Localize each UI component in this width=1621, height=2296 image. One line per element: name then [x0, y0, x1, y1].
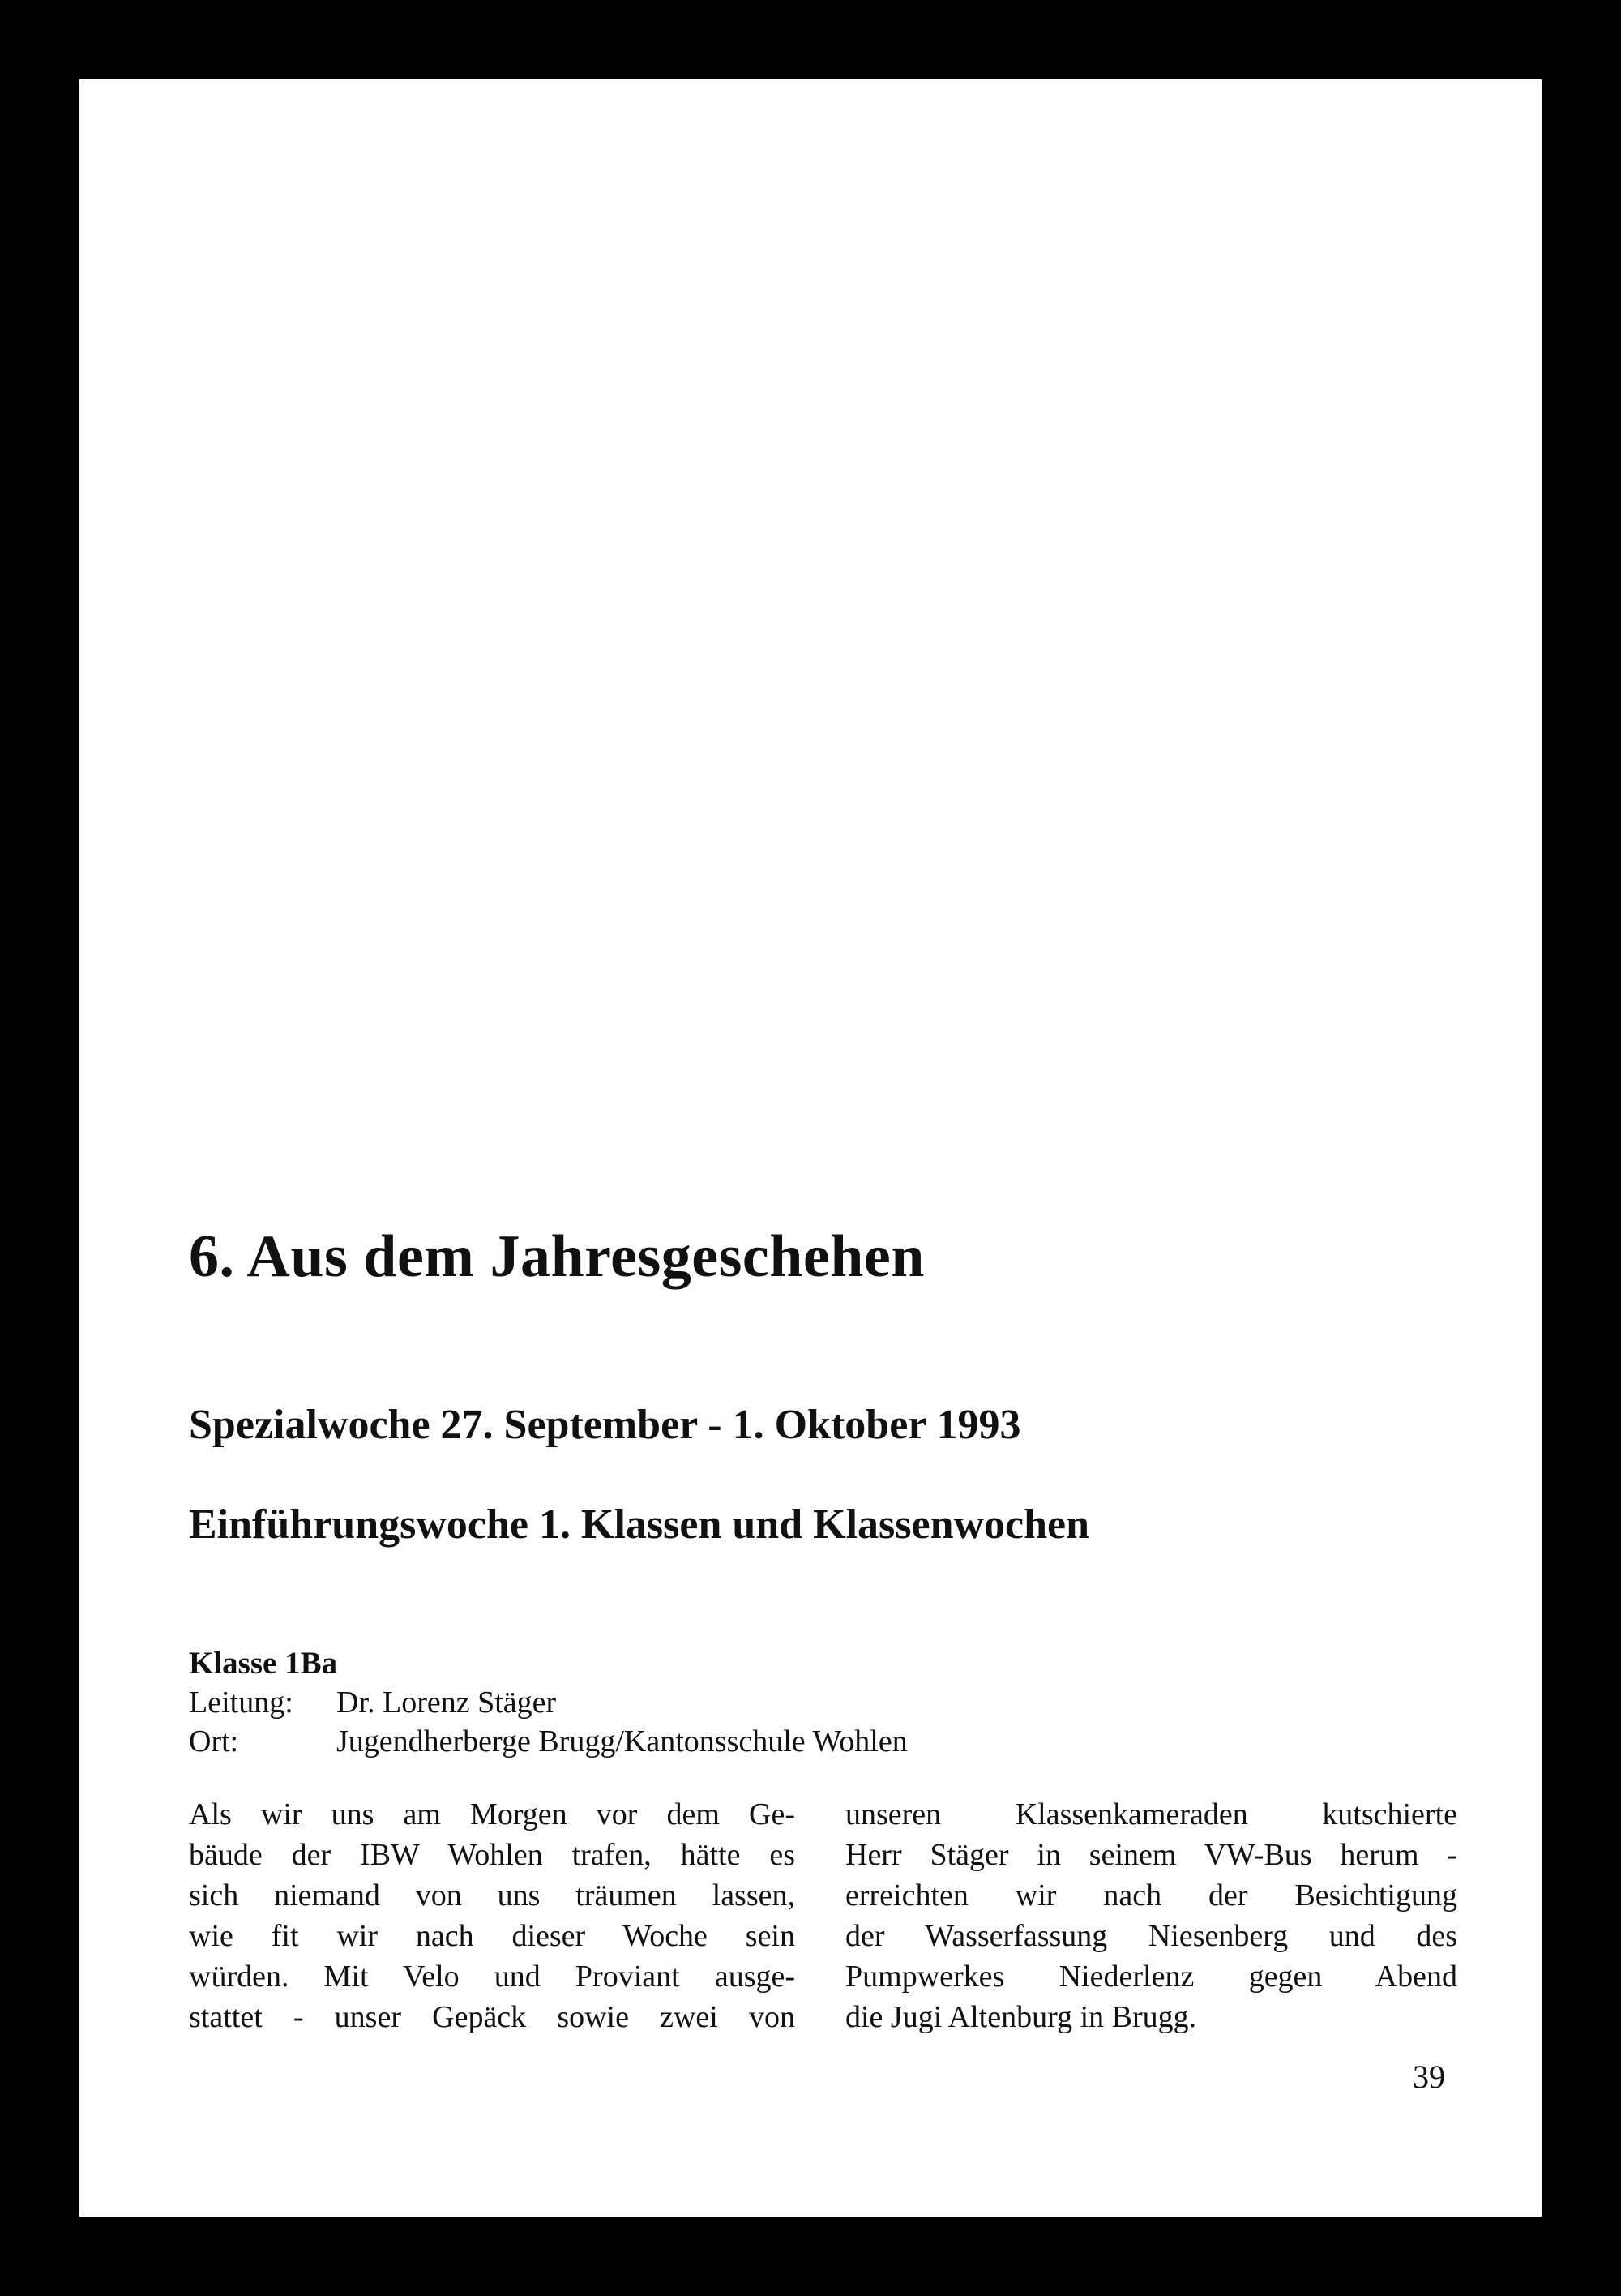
page-number: 39	[1413, 2058, 1445, 2095]
document-page	[79, 79, 1542, 2217]
body-line: Pumpwerkes Niederlenz gegen Abend	[845, 1960, 1457, 1994]
body-column-right	[845, 1794, 1457, 2037]
place-row	[189, 1722, 908, 1761]
body-line: die Jugi Altenburg in Brugg.	[845, 2000, 1197, 2034]
class-info	[189, 1644, 908, 1761]
body-line: Herr Stäger in seinem VW-Bus herum -	[845, 1838, 1457, 1872]
body-line: würden. Mit Velo und Proviant ausge-	[189, 1960, 795, 1994]
body-line: stattet - unser Gepäck sowie zwei von	[189, 2000, 795, 2034]
body-line: der Wasserfassung Niesenberg und des	[845, 1919, 1457, 1953]
leader-label: Leitung:	[189, 1686, 293, 1720]
class-name: Klasse 1Ba	[189, 1646, 338, 1681]
body-line: bäude der IBW Wohlen trafen, hätte es	[189, 1838, 795, 1872]
leader-row	[189, 1683, 908, 1722]
leader-value: Dr. Lorenz Stäger	[336, 1686, 557, 1720]
place-value: Jugendherberge Brugg/Kantonsschule Wohlen	[336, 1724, 908, 1758]
special-week-heading: Spezialwoche 27. September - 1. Oktober 1993	[189, 1402, 1021, 1448]
body-line: Als wir uns am Morgen vor dem Ge-	[189, 1797, 795, 1831]
body-line: erreichten wir nach der Besichtigung	[845, 1878, 1457, 1913]
body-line: wie fit wir nach dieser Woche sein	[189, 1919, 795, 1953]
intro-week-heading: Einführungswoche 1. Klassen und Klassenwochen	[189, 1501, 1090, 1548]
place-label: Ort:	[189, 1724, 239, 1758]
chapter-title: 6. Aus dem Jahresgeschehen	[189, 1223, 925, 1290]
body-column-left	[189, 1794, 795, 2037]
body-line: sich niemand von uns träumen lassen,	[189, 1878, 795, 1913]
body-line: unseren Klassenkameraden kutschierte	[845, 1797, 1457, 1831]
